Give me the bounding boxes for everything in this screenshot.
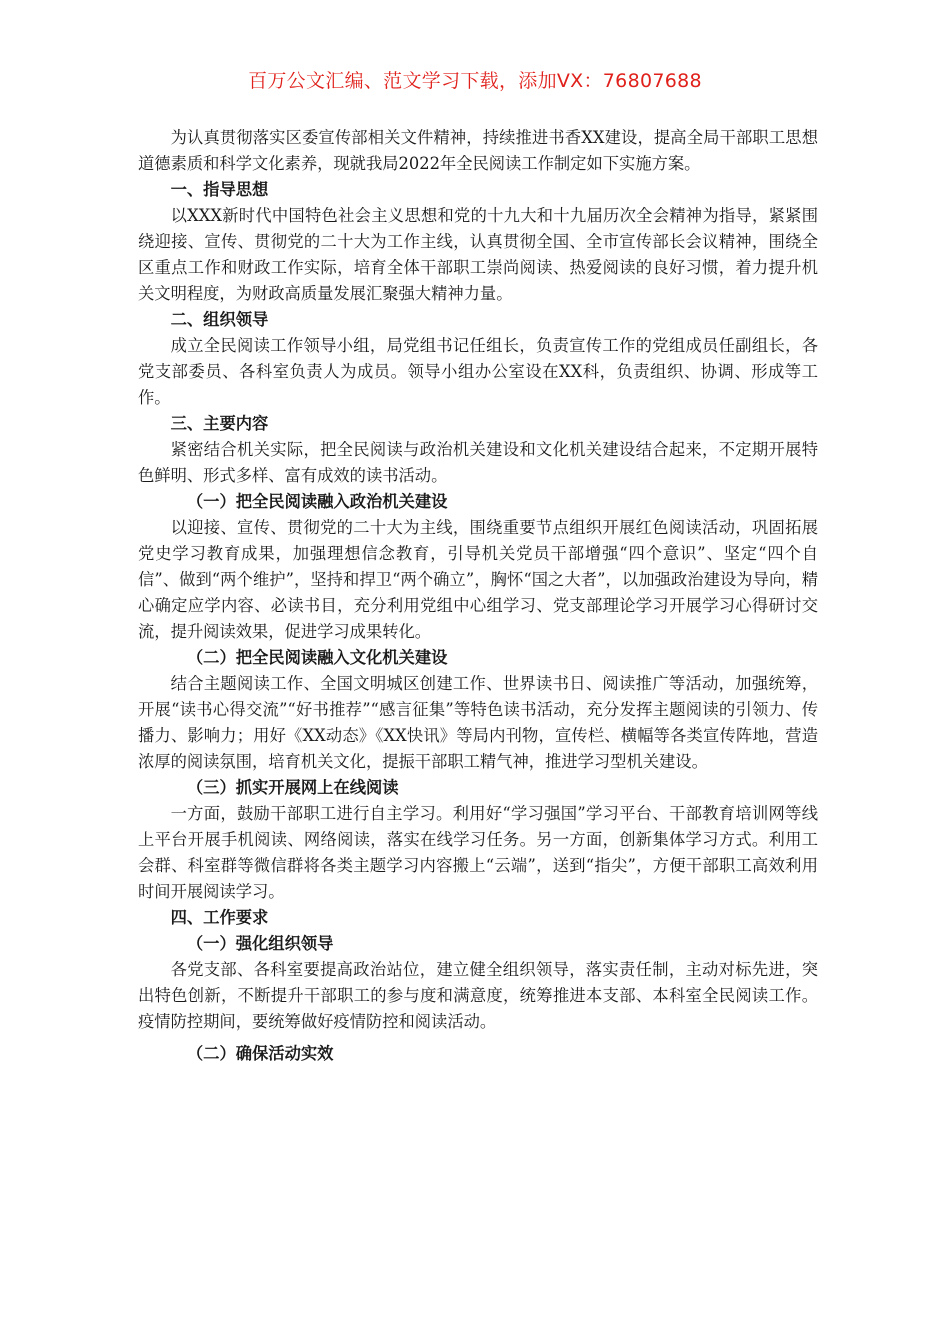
subheading-strengthen-leadership: （一）强化组织领导: [186, 934, 334, 953]
section-heading-guiding-ideology: 一、指导思想: [170, 180, 269, 199]
online-reading-paragraph: 一方面，鼓励干部职工进行自主学习。利用好“学习强国”学习平台、干部教育培训网等线上平台开展手机阅读、网络阅读，落实在线学习任务。另一方面，创新集体学习方式。利用工会群、科室群等微信群将各类主题学习内容搬上“云端”，送到“指尖”，方便干部职工高效利用时间开展阅读学习。: [138, 804, 818, 901]
watermark-banner: 百万公文汇编、范文学习下载，添加VX：76807688: [248, 70, 702, 92]
subheading-ensure-effectiveness: （二）确保活动实效: [186, 1044, 334, 1063]
section-heading-main-content: 三、主要内容: [170, 414, 269, 433]
organization-paragraph: 成立全民阅读工作领导小组，局党组书记任组长，负责宣传工作的党组成员任副组长，各党支部委员、各科室负责人为成员。领导小组办公室设在XX科，负责组织、协调、形成等工作。: [138, 336, 818, 407]
section-heading-organization: 二、组织领导: [170, 310, 269, 329]
intro-paragraph: 为认真贯彻落实区委宣传部相关文件精神，持续推进书香XX建设，提高全局干部职工思想道德素质和科学文化素养，现就我局2022年全民阅读工作制定如下实施方案。: [138, 128, 818, 173]
section-heading-requirements: 四、工作要求: [170, 908, 269, 927]
subheading-online-reading: （三）抓实开展网上在线阅读: [186, 778, 399, 797]
guiding-ideology-paragraph: 以XXX新时代中国特色社会主义思想和党的十九大和十九届历次全会精神为指导，紧紧围绕迎接、宣传、贯彻党的二十大为工作主线，认真贯彻全国、全市宣传部长会议精神，围绕全区重点工作和财政工作实际，培育全体干部职工崇尚阅读、热爱阅读的良好习惯，着力提升机关文明程度，为财政高质量发展汇聚强大精神力量。: [138, 206, 818, 303]
subheading-political-construction: （一）把全民阅读融入政治机关建设: [186, 492, 448, 511]
document-body: [138, 125, 818, 1067]
political-construction-paragraph: 以迎接、宣传、贯彻党的二十大为主线，围绕重要节点组织开展红色阅读活动，巩固拓展党史学习教育成果，加强理想信念教育，引导机关党员干部增强“四个意识”、坚定“四个自信”、做到“两个维护”，坚持和捍卫“两个确立”，胸怀“国之大者”，以加强政治建设为导向，精心确定应学内容、必读书目，充分利用党组中心组学习、党支部理论学习开展学习心得研讨交流，提升阅读效果，促进学习成果转化。: [138, 518, 818, 641]
subheading-cultural-construction: （二）把全民阅读融入文化机关建设: [186, 648, 448, 667]
strengthen-leadership-paragraph: 各党支部、各科室要提高政治站位，建立健全组织领导，落实责任制，主动对标先进，突出特色创新，不断提升干部职工的参与度和满意度，统筹推进本支部、本科室全民阅读工作。疫情防控期间，要统筹做好疫情防控和阅读活动。: [138, 960, 818, 1031]
cultural-construction-paragraph: 结合主题阅读工作、全国文明城区创建工作、世界读书日、阅读推广等活动，加强统筹，开展“读书心得交流”“好书推荐”“感言征集”等特色读书活动，充分发挥主题阅读的引领力、传播力、影响力；用好《XX动态》《XX快讯》等局内刊物，宣传栏、横幅等各类宣传阵地，营造浓厚的阅读氛围，培育机关文化，提振干部职工精气神，推进学习型机关建设。: [138, 674, 818, 771]
main-content-paragraph: 紧密结合机关实际，把全民阅读与政治机关建设和文化机关建设结合起来，不定期开展特色鲜明、形式多样、富有成效的读书活动。: [138, 440, 818, 485]
